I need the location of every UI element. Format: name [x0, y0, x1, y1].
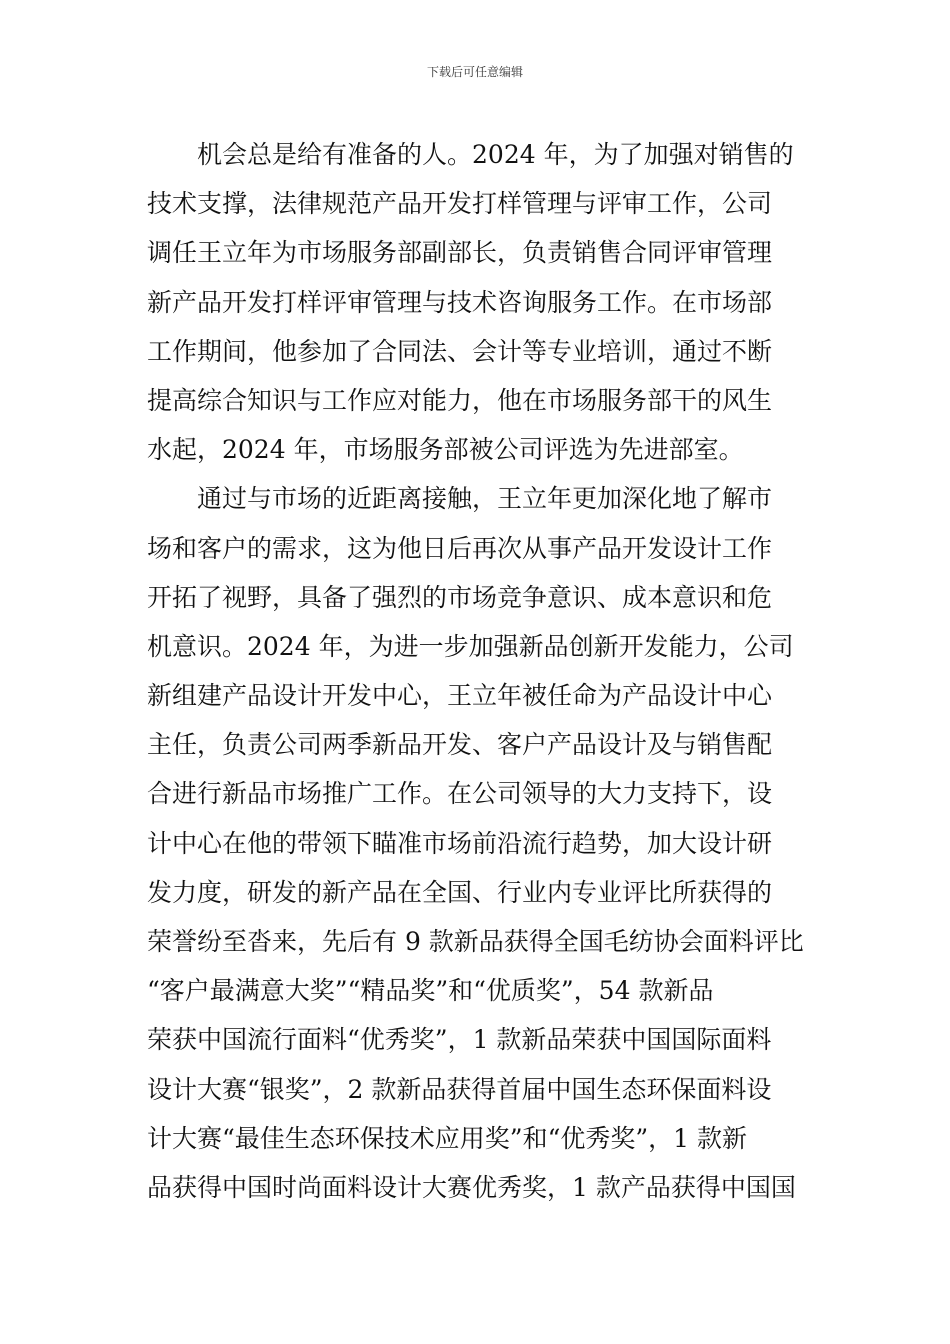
- text-line: 计大赛“最佳生态环保技术应用奖”和“优秀奖”，1 款新: [147, 1123, 747, 1153]
- document-body: [147, 130, 807, 1212]
- text-line: 合进行新品市场推广工作。在公司领导的大力支持下，设: [147, 779, 773, 809]
- text-line: 发力度，研发的新产品在全国、行业内专业评比所获得的: [147, 877, 773, 907]
- text-line: 荣誉纷至沓来，先后有 9 款新品获得全国毛纺协会面料评比: [147, 927, 804, 956]
- text-line: 调任王立年为市场服务部副部长，负责销售合同评审管理: [147, 238, 773, 268]
- text-line: 机意识。2024 年，为进一步加强新品创新开发能力，公司: [147, 631, 794, 661]
- text-line: 品获得中国时尚面料设计大赛优秀奖，1 款产品获得中国国: [147, 1172, 796, 1202]
- paragraph-2: [147, 474, 807, 1212]
- text-line: 提高综合知识与工作应对能力，他在市场服务部干的风生: [147, 385, 773, 415]
- text-line: 技术支撑，法律规范产品开发打样管理与评审工作，公司: [147, 189, 773, 219]
- text-line: 新组建产品设计开发中心，王立年被任命为产品设计中心: [147, 681, 773, 711]
- text-line: 设计大赛“银奖”，2 款新品获得首届中国生态环保面料设: [147, 1074, 772, 1104]
- text-line: 工作期间，他参加了合同法、会计等专业培训，通过不断: [147, 336, 773, 366]
- text-line: 水起，2024 年，市场服务部被公司评选为先进部室。: [147, 435, 744, 465]
- text-line: 主任，负责公司两季新品开发、客户产品设计及与销售配: [147, 730, 773, 760]
- page-header: 下载后可任意编辑: [426, 65, 523, 79]
- text-line: 机会总是给有准备的人。2024 年，为了加强对销售的: [197, 140, 794, 169]
- text-line: 荣获中国流行面料“优秀奖”，1 款新品荣获中国国际面料: [147, 1025, 772, 1055]
- text-line: 计中心在他的带领下瞄准市场前沿流行趋势，加大设计研: [147, 828, 773, 858]
- text-line: 场和客户的需求，这为他日后再次从事产品开发设计工作: [147, 533, 773, 563]
- text-line: 开拓了视野，具备了强烈的市场竞争意识、成本意识和危: [147, 582, 773, 612]
- paragraph-1: [147, 130, 807, 474]
- text-line: 通过与市场的近距离接触，王立年更加深化地了解市: [197, 484, 773, 514]
- text-line: “客户最满意大奖”“精品奖”和“优质奖”，54 款新品: [147, 976, 714, 1006]
- text-line: 新产品开发打样评审管理与技术咨询服务工作。在市场部: [147, 287, 773, 317]
